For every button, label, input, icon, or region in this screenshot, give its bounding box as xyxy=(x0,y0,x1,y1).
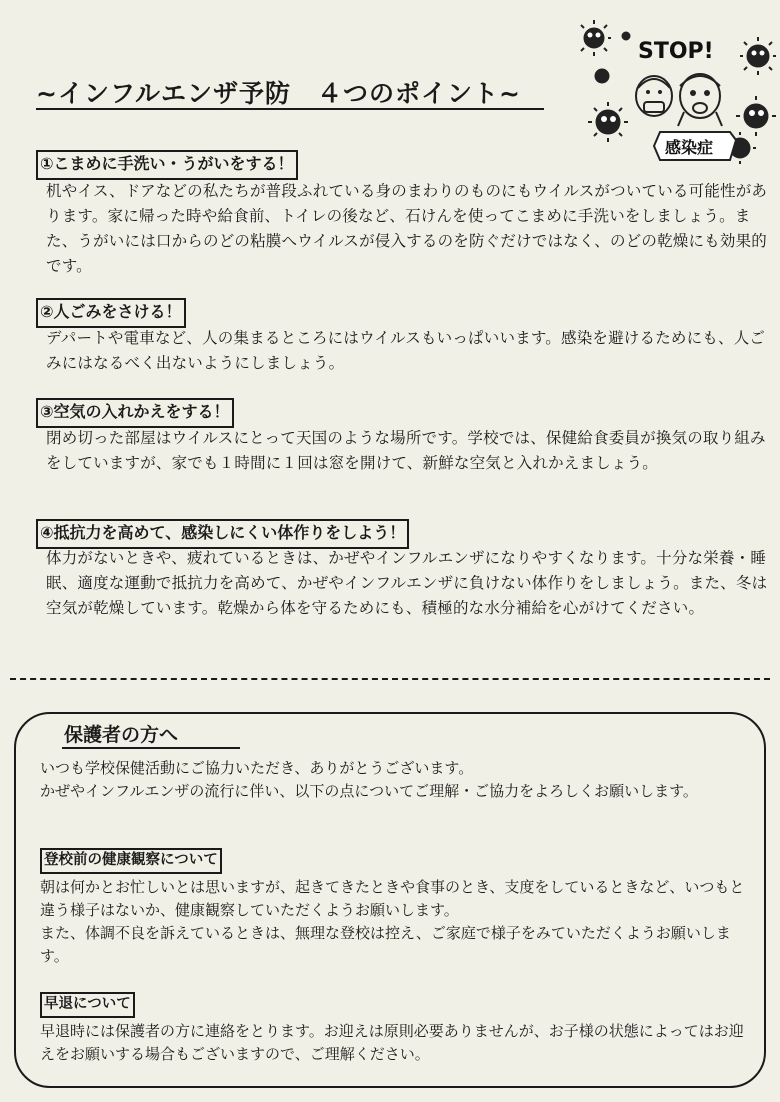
germ-icon xyxy=(595,69,609,83)
point-4-heading: ④抵抗力を高めて、感染しにくい体作りをしよう！ xyxy=(36,519,409,549)
stop-infection-illustration xyxy=(580,14,776,174)
parents-title: 保護者の方へ xyxy=(64,724,179,746)
germ-icon xyxy=(596,110,620,134)
point-4-body: 体力がないときや、疲れているときは、かぜやインフルエンザになりやすくなります。十分な栄養・睡眠、適度な運動で抵抗力を高めて、かぜやインフルエンザに負けない体作りをしましょう。また、冬は空気が乾燥しています。乾燥から体を守るためにも、積極的な水分補給を心がけてください。 xyxy=(46,549,768,617)
parents-title-underline xyxy=(62,747,240,749)
point-1-heading: ①こまめに手洗い・うがいをする！ xyxy=(36,150,298,180)
morning-health-check-body: 朝は何かとお忙しいとは思いますが、起きてきたときや食事のとき、支度をしているときなど、いつもと違う様子はないか、健康観察していただくようお願いします。 また、体調不良を訴えているときは、無理な登校は控え、ご家庭で様子をみていただくようお願いします。 xyxy=(40,878,745,965)
germ-icon xyxy=(744,104,768,128)
face-icon xyxy=(636,76,672,116)
stop-text: STOP! xyxy=(638,39,714,64)
early-leave-body: 早退時には保護者の方に連絡をとります。お迎えは原則必要ありませんが、お子様の状態によってはお迎えをお願いする場合もございますので、ご理解ください。 xyxy=(40,1022,744,1063)
early-leave-heading: 早退について xyxy=(40,992,135,1018)
point-3-heading: ③空気の入れかえをする！ xyxy=(36,398,234,428)
point-2-body: デパートや電車など、人の集まるところにはウイルスもいっぱいいます。感染を避けるためにも、人ごみにはなるべく出ないようにしましょう。 xyxy=(46,329,766,372)
point-3-body: 閉め切った部屋はウイルスにとって天国のような場所です。学校では、保健給食委員が換気の取り組みをしていますが、家でも１時間に１回は窓を開けて、新鮮な空気と入れかえましょう。 xyxy=(46,429,766,472)
morning-health-check-heading: 登校前の健康観察について xyxy=(40,848,222,874)
dashed-divider xyxy=(10,678,770,680)
point-2-heading: ②人ごみをさける！ xyxy=(36,298,186,328)
germ-icon xyxy=(747,45,769,67)
kansen-text: 感染症 xyxy=(665,138,714,157)
page-title: ~インフルエンザ予防 ４つのポイント~ xyxy=(36,79,521,108)
point-1-body: 机やイス、ドアなどの私たちが普段ふれている身のまわりのものにもウイルスがついている可能性があります。家に帰った時や給食前、トイレの後など、石けんを使ってこまめに手洗いをしましょう。また、うがいには口からのどの粘膜へウイルスが侵入するのを防ぐだけではなく、のどの乾燥にも効果的です。 xyxy=(46,182,768,275)
title-underline xyxy=(36,108,544,110)
germ-icon xyxy=(584,28,604,48)
parents-intro: いつも学校保健活動にご協力いただき、ありがとうございます。 かぜやインフルエンザの流行に伴い、以下の点についてご理解・ご協力をよろしくお願いします。 xyxy=(40,759,698,800)
germ-icon xyxy=(622,32,630,40)
